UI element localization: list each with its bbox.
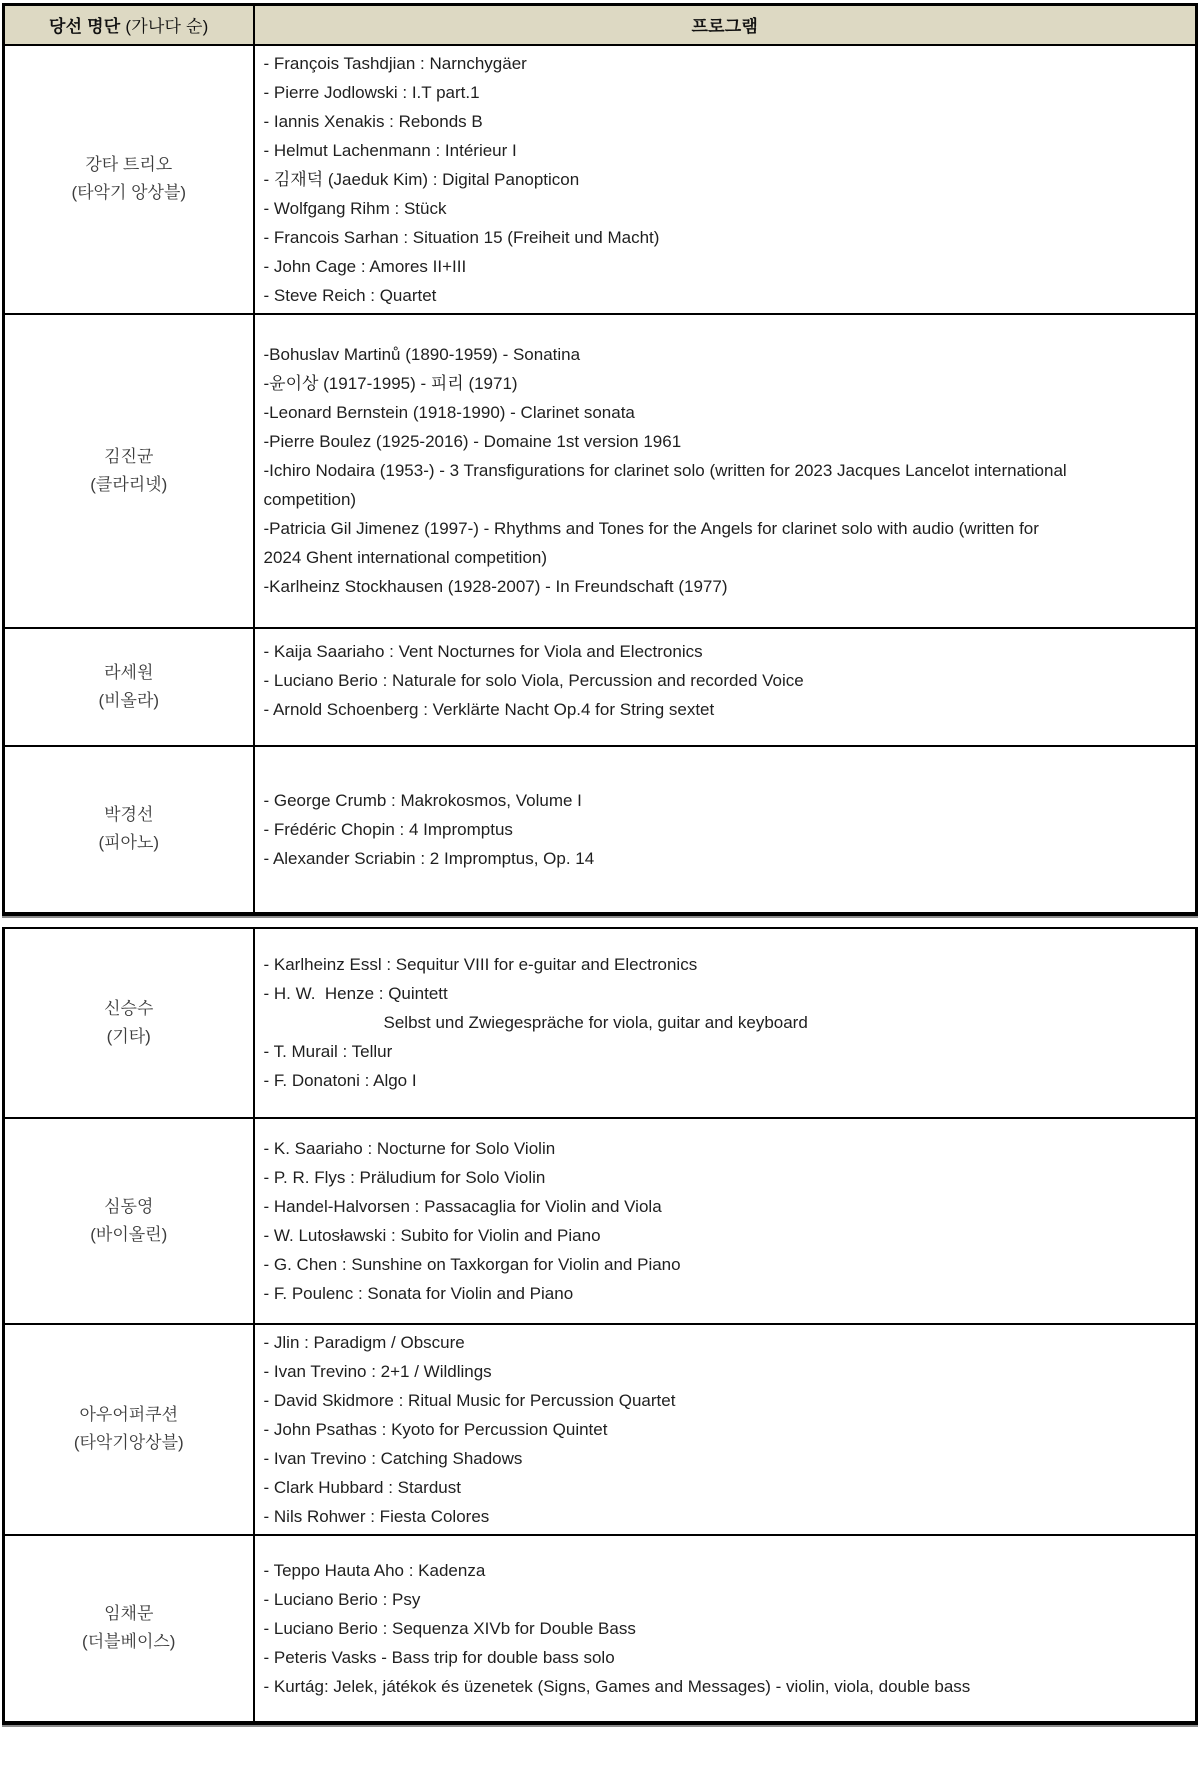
program-line: -Bohuslav Martinů (1890-1959) - Sonatina: [263, 345, 581, 364]
program-line: - Jlin : Paradigm / Obscure: [263, 1332, 465, 1352]
table-row: [4, 628, 1197, 746]
winner-instrument: (클라리넷): [90, 474, 168, 494]
program-line: -Karlheinz Stockhausen (1928-2007) - In Freundschaft (1977): [263, 577, 728, 596]
program-list: [255, 947, 1196, 1098]
program-line: - T. Murail : Tellur: [263, 1042, 393, 1061]
header-row: [4, 5, 1197, 45]
program-list: [255, 46, 1196, 313]
winners-table-1: [2, 3, 1198, 916]
program-list: [255, 1131, 1196, 1311]
program-line: - P. R. Flys : Präludium for Solo Violin: [263, 1167, 546, 1187]
winner-name: 김진균: [104, 446, 154, 466]
program-line: - F. Donatoni : Algo I: [263, 1071, 417, 1090]
program-line: - Pierre Jodlowski : I.T part.1: [263, 82, 480, 102]
winners-title-note: (가나다 순): [120, 17, 209, 37]
table-row: [4, 45, 1197, 314]
winner-name: 라세원: [104, 662, 154, 682]
table-row: [4, 1324, 1197, 1535]
program-line: - Karlheinz Essl : Sequitur VIII for e-guitar and Electronics: [263, 955, 698, 974]
program-line: - Ivan Trevino : Catching Shadows: [263, 1448, 523, 1468]
program-list: [255, 1325, 1196, 1534]
program-line: - Ivan Trevino : 2+1 / Wildlings: [263, 1361, 492, 1381]
winners-title: 당선 명단: [49, 17, 121, 37]
program-line: - Steve Reich : Quartet: [263, 285, 437, 305]
program-list: [255, 1553, 1196, 1704]
program-list: [255, 337, 1196, 604]
program-line: - Luciano Berio : Sequenza XIVb for Double Bass: [263, 1618, 636, 1638]
winner-name: 심동영: [104, 1196, 154, 1216]
column-header-program: [254, 5, 1197, 45]
program-line: - Peteris Vasks - Bass trip for double bass solo: [263, 1647, 615, 1667]
program-line: - Teppo Hauta Aho : Kadenza: [263, 1560, 486, 1580]
winner-name: 박경선: [104, 805, 154, 824]
program-line: - H. W. Henze : Quintett: [263, 984, 448, 1003]
table-row: [4, 314, 1197, 628]
program-line: - Kaija Saariaho : Vent Nocturnes for Viola and Electronics: [263, 641, 703, 661]
program-line: - G. Chen : Sunshine on Taxkorgan for Violin and Piano: [263, 1254, 681, 1274]
table-row: [4, 928, 1197, 1118]
program-line: - 김재덕 (Jaeduk Kim) : Digital Panopticon: [263, 169, 580, 189]
program-line: -Patricia Gil Jimenez (1997-) - Rhythms and Tones for the Angels for clarinet solo with audio (written for: [263, 519, 1039, 538]
program-line: - Nils Rohwer : Fiesta Colores: [263, 1506, 490, 1526]
table-row: [4, 746, 1197, 914]
program-line: Selbst und Zwiegespräche for viola, guitar and keyboard: [383, 1013, 808, 1032]
program-line: - John Psathas : Kyoto for Percussion Quintet: [263, 1419, 608, 1439]
program-line: -윤이상 (1917-1995) - 피리 (1971): [263, 374, 518, 393]
program-line: - Luciano Berio : Naturale for solo Viola, Percussion and recorded Voice: [263, 670, 804, 690]
winner-name: 아우어퍼쿠션: [79, 1405, 179, 1424]
table-row: [4, 1535, 1197, 1723]
program-line: - François Tashdjian : Narnchygäer: [263, 53, 527, 73]
winner-instrument: (피아노): [98, 833, 160, 852]
winner-name: 신승수: [104, 998, 154, 1018]
program-line: - John Cage : Amores II+III: [263, 256, 467, 276]
program-line: - Francois Sarhan : Situation 15 (Freiheit und Macht): [263, 227, 660, 247]
program-list: [255, 629, 1196, 727]
winner-instrument: (타악기앙상블): [73, 1433, 184, 1452]
program-line: -Pierre Boulez (1925-2016) - Domaine 1st version 1961: [263, 432, 682, 451]
program-line: - Wolfgang Rihm : Stück: [263, 198, 447, 218]
winner-instrument: (타악기 앙상블): [71, 183, 187, 202]
winners-table-2: [2, 927, 1198, 1725]
program-line: - F. Poulenc : Sonata for Violin and Piano: [263, 1283, 574, 1303]
winner-instrument: (기타): [106, 1026, 151, 1046]
program-line: competition): [263, 490, 357, 509]
program-line: -Ichiro Nodaira (1953-) - 3 Transfigurations for clarinet solo (written for 2023 Jacques Lancelot international: [263, 461, 1067, 480]
column-header-winners: [4, 5, 254, 45]
program-title: 프로그램: [691, 17, 758, 37]
program-line: -Leonard Bernstein (1918-1990) - Clarinet sonata: [263, 403, 635, 422]
program-line: 2024 Ghent international competition): [263, 548, 548, 567]
program-line: - Iannis Xenakis : Rebonds B: [263, 111, 483, 131]
program-list: [255, 783, 1196, 876]
winner-instrument: (바이올린): [90, 1224, 168, 1244]
winner-instrument: (더블베이스): [82, 1632, 176, 1651]
program-line: - Kurtág: Jelek, játékok és üzenetek (Signs, Games and Messages) - violin, viola, double bass: [263, 1676, 971, 1696]
winner-name: 임채문: [104, 1604, 154, 1623]
program-line: - Arnold Schoenberg : Verklärte Nacht Op.4 for String sextet: [263, 699, 715, 719]
program-line: - David Skidmore : Ritual Music for Percussion Quartet: [263, 1390, 676, 1410]
program-line: - Alexander Scriabin : 2 Impromptus, Op. 14: [263, 848, 595, 868]
program-line: - Handel-Halvorsen : Passacaglia for Violin and Viola: [263, 1196, 662, 1216]
winner-instrument: (비올라): [98, 690, 160, 710]
table-row: [4, 1118, 1197, 1324]
program-line: - K. Saariaho : Nocturne for Solo Violin: [263, 1138, 556, 1158]
winner-name: 강타 트리오: [85, 155, 173, 174]
program-line: - Helmut Lachenmann : Intérieur I: [263, 140, 517, 160]
program-line: - Clark Hubbard : Stardust: [263, 1477, 461, 1497]
program-line: - Frédéric Chopin : 4 Impromptus: [263, 819, 513, 839]
program-line: - George Crumb : Makrokosmos, Volume I: [263, 790, 582, 810]
program-line: - W. Lutosławski : Subito for Violin and Piano: [263, 1225, 601, 1245]
program-line: - Luciano Berio : Psy: [263, 1589, 421, 1609]
